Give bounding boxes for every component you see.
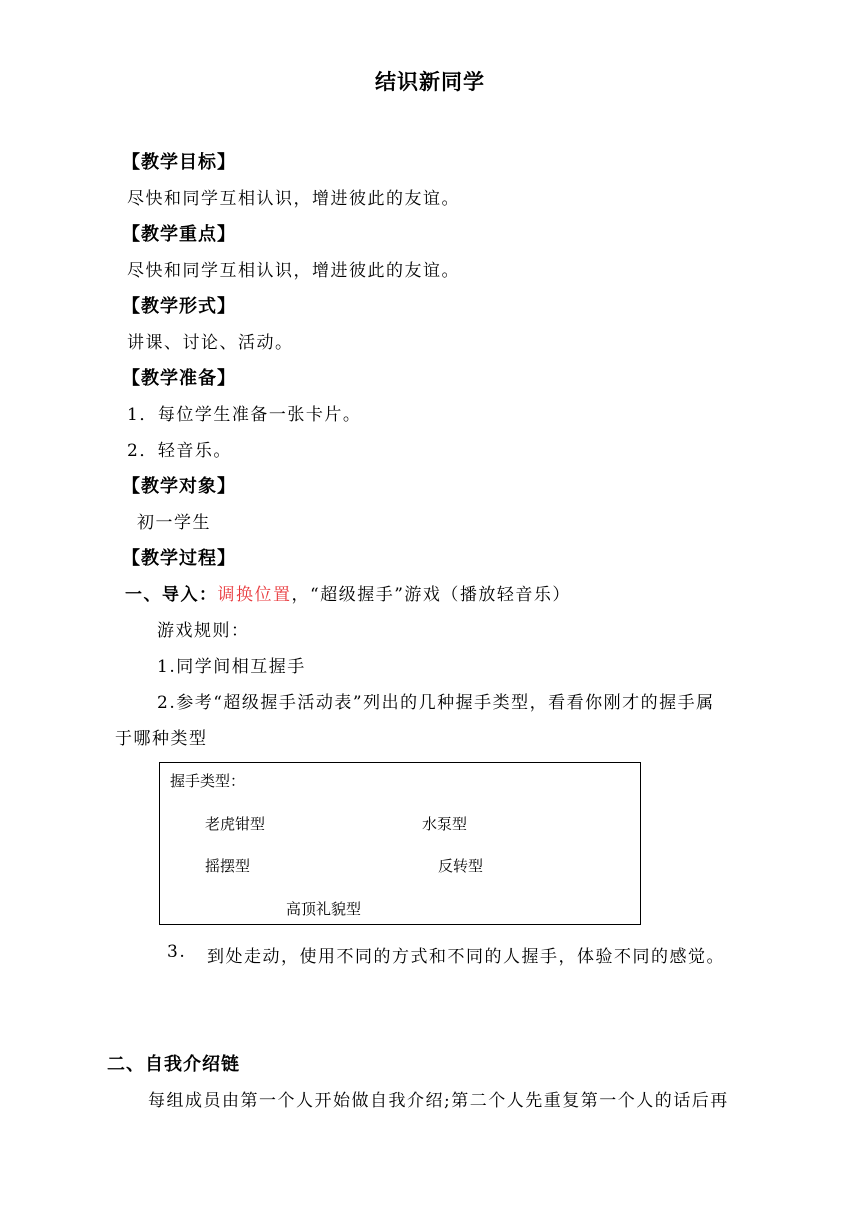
part1-suffix: ，“超级握手”游戏（播放轻音乐） bbox=[291, 585, 571, 605]
heading-teaching-audience: 【教学对象】 bbox=[122, 476, 236, 497]
heading-teaching-goal: 【教学目标】 bbox=[122, 152, 236, 173]
part1-prefix: 一、导入： bbox=[125, 585, 218, 605]
rule-2-line-1: 2.参考“超级握手活动表”列出的几种握手类型，看看你刚才的握手属 bbox=[157, 693, 715, 713]
rule-3-number: 3. bbox=[167, 942, 187, 962]
heading-teaching-prep: 【教学准备】 bbox=[122, 368, 236, 389]
page-title: 结识新同学 bbox=[375, 70, 485, 94]
heading-teaching-form: 【教学形式】 bbox=[122, 296, 236, 317]
part1-intro-line bbox=[125, 580, 571, 605]
teaching-form-text: 讲课、讨论、活动。 bbox=[127, 333, 294, 353]
audience-text: 初一学生 bbox=[137, 513, 211, 533]
game-rules-label: 游戏规则： bbox=[157, 621, 250, 641]
heading-teaching-focus: 【教学重点】 bbox=[122, 224, 236, 245]
rule-1: 1.同学间相互握手 bbox=[157, 657, 306, 677]
handshake-types-label: 握手类型： bbox=[170, 772, 246, 790]
part1-highlight: 调换位置 bbox=[217, 585, 292, 605]
teaching-focus-text: 尽快和同学互相认识，增进彼此的友谊。 bbox=[127, 261, 460, 281]
prep-item-2: 2．轻音乐。 bbox=[127, 441, 232, 461]
teaching-goal-text: 尽快和同学互相认识，增进彼此的友谊。 bbox=[127, 189, 460, 209]
part2-heading: 二、自我介绍链 bbox=[107, 1054, 240, 1075]
handshake-types-box bbox=[159, 762, 641, 925]
part2-text: 每组成员由第一个人开始做自我介绍;第二个人先重复第一个人的话后再 bbox=[148, 1091, 729, 1111]
handshake-type-reverse: 反转型 bbox=[438, 857, 484, 875]
handshake-type-top-hat: 高顶礼貌型 bbox=[286, 900, 362, 918]
rule-3-text: 到处走动，使用不同的方式和不同的人握手，体验不同的感觉。 bbox=[207, 947, 725, 967]
rule-2-line-2: 于哪种类型 bbox=[115, 729, 208, 749]
handshake-type-pump: 水泵型 bbox=[422, 815, 468, 833]
handshake-type-vise: 老虎钳型 bbox=[205, 815, 266, 833]
prep-item-1: 1．每位学生准备一张卡片。 bbox=[127, 405, 362, 425]
heading-teaching-process: 【教学过程】 bbox=[122, 548, 236, 569]
handshake-type-swing: 摇摆型 bbox=[205, 857, 251, 875]
